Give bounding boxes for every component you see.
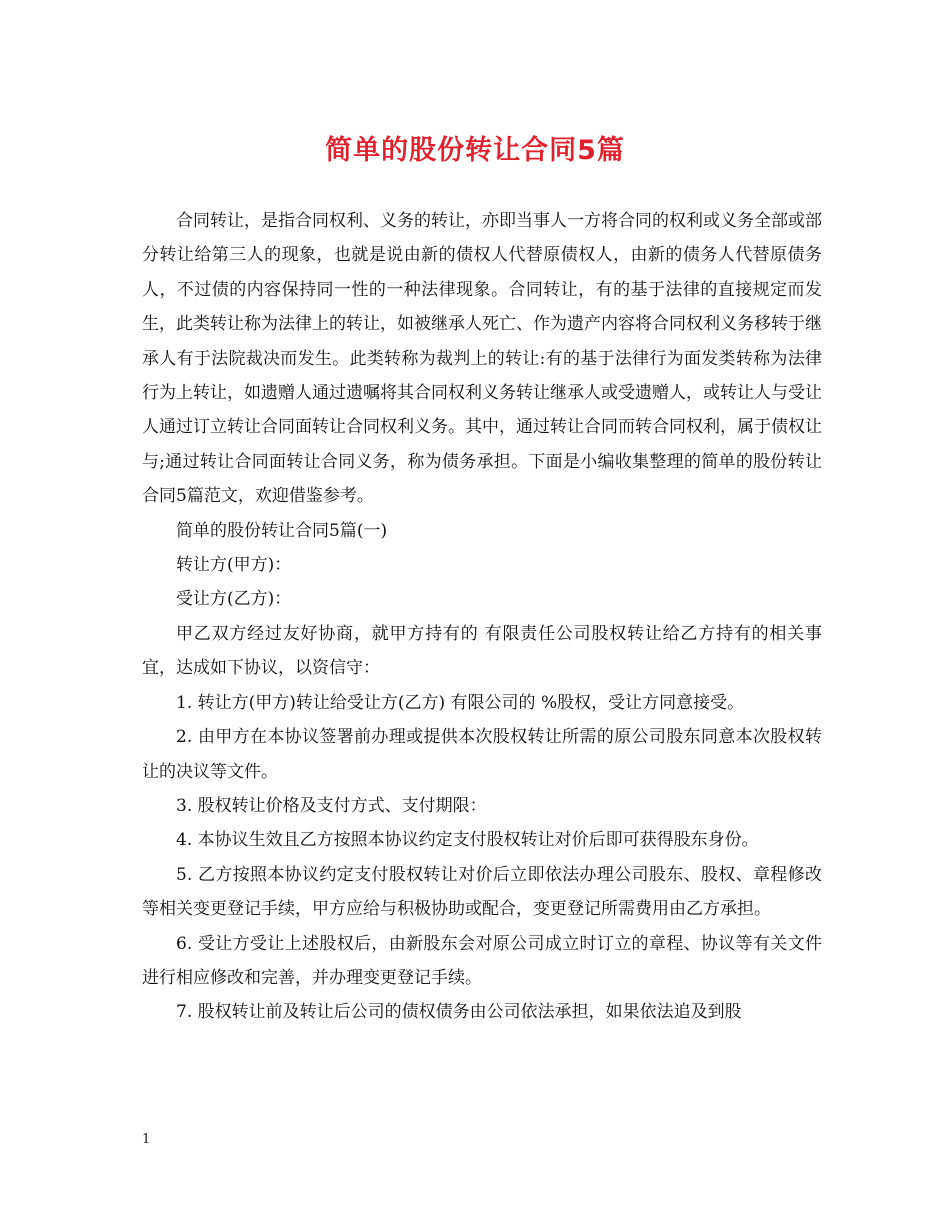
clause-7: 7. 股权转让前及转让后公司的债权债务由公司依法承担，如果依法追及到股 <box>176 1002 742 1023</box>
document-body <box>142 204 822 1030</box>
clause-1: 1. 转让方(甲方)转让给受让方(乙方) 有限公司的 %股权，受让方同意接受。 <box>176 692 745 713</box>
clause-5: 5. 乙方按照本协议约定支付股权转让对价后立即依法办理公司股东、股权、章程修改等相关变更登记手续，甲方应给与积极协助或配合，变更登记所需费用由乙方承担。 <box>142 864 822 920</box>
clause-4: 4. 本协议生效且乙方按照本协议约定支付股权转让对价后即可获得股东身份。 <box>176 830 759 851</box>
clause-6: 6. 受让方受让上述股权后，由新股东会对原公司成立时订立的章程、协议等有关文件进行相应修改和完善，并办理变更登记手续。 <box>142 933 822 988</box>
clause-2: 2. 由甲方在本协议签署前办理或提供本次股权转让所需的原公司股东同意本次股权转让的决议等文件。 <box>142 727 822 782</box>
paragraph-transferee: 受让方(乙方)： <box>176 589 292 610</box>
paragraph-intro: 合同转让，是指合同权利、义务的转让，亦即当事人一方将合同的权利或义务全部或部分转让给第三人的现象，也就是说由新的债权人代替原债权人，由新的债务人代替原债务人，不过债的内容保持同一性的一种法律现象。合同转让，有的基于法律的直接规定而发生，此类转让称为法律上的转让，如被继承人死亡、作为遗产内容将合同权利义务移转于继承人有于法院裁决而发生。此类转称为裁判上的转让:有的基于法律行为面发类转称为法律行为上转让，如遗赠人通过遗嘱将其合同权利义务转让继承人或受遗赠人，或转让人与受让人通过订立转让合同面转让合同权利义务。其中，通过转让合同而转合同权利，属于债权让与;通过转让合同面转让合同义务，称为债务承担。下面是小编收集整理的简单的股份转让合同5篇范文，欢迎借鉴参考。 <box>142 211 822 507</box>
clause-3: 3. 股权转让价格及支付方式、支付期限： <box>176 795 487 816</box>
paragraph-agreement-intro: 甲乙双方经过友好协商，就甲方持有的 有限责任公司股权转让给乙方持有的相关事宜，达成如下协议，以资信守： <box>142 623 822 679</box>
page-number: 1 <box>142 1132 151 1147</box>
document-title: 简单的股份转让合同5篇 <box>325 135 625 166</box>
paragraph-section-heading: 简单的股份转让合同5篇(一) <box>176 520 388 541</box>
paragraph-transferor: 转让方(甲方)： <box>176 555 292 576</box>
